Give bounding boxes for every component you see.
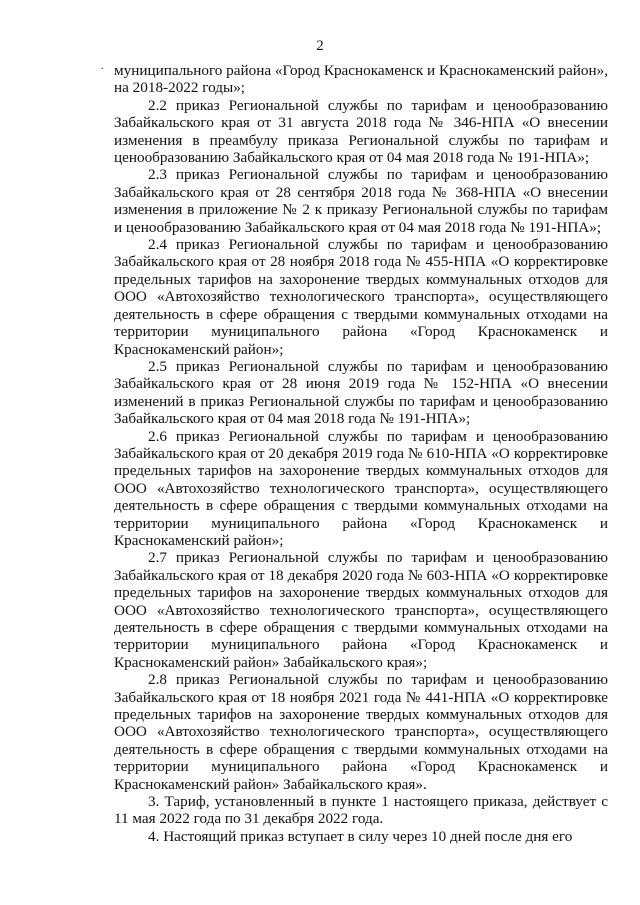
- document-body: [114, 62, 608, 845]
- paragraph-continuation: муниципального района «Город Краснокаменск и Краснокаменский район», на 2018-2022 годы»;: [114, 62, 608, 97]
- paragraph-2-8: 2.8 приказ Региональной службы по тарифам и ценообразованию Забайкальского края от 18 ноября 2021 года № 441-НПА «О корректировке предельных тарифов на захоронение твердых коммунальных отходов для ООО «Автохозяйство технологического транспорта», осуществляющего деятельность в сфере обращения с твердыми коммунальных отходами на территории муниципального района «Город Краснокаменск и Краснокаменский район» Забайкальского края».: [114, 671, 608, 793]
- page-number: 2: [316, 38, 324, 54]
- paragraph-2-7: 2.7 приказ Региональной службы по тарифам и ценообразованию Забайкальского края от 18 декабря 2020 года № 603-НПА «О корректировке предельных тарифов на захоронение твердых коммунальных отходов для ООО «Автохозяйство технологического транспорта», осуществляющего деятельность в сфере обращения с твердыми коммунальных отходами на территории муниципального района «Город Краснокаменск и Краснокаменский район» Забайкальского края»;: [114, 549, 608, 671]
- scan-mark: .: [101, 61, 104, 72]
- paragraph-3: 3. Тариф, установленный в пункте 1 настоящего приказа, действует с 11 мая 2022 года по 31 декабря 2022 года.: [114, 793, 608, 828]
- paragraph-2-4: 2.4 приказ Региональной службы по тарифам и ценообразованию Забайкальского края от 28 ноября 2018 года № 455-НПА «О корректировке предельных тарифов на захоронение твердых коммунальных отходов для ООО «Автохозяйство технологического транспорта», осуществляющего деятельность в сфере обращения с твердыми коммунальных отходами на территории муниципального района «Город Краснокаменск и Краснокаменский район»;: [114, 236, 608, 358]
- paragraph-2-3: 2.3 приказ Региональной службы по тарифам и ценообразованию Забайкальского края от 28 сентября 2018 года № 368-НПА «О внесении изменения в приложение № 2 к приказу Региональной службы по тарифам и ценообразованию Забайкальского края от 04 мая 2018 года № 191-НПА»;: [114, 166, 608, 236]
- paragraph-2-2: 2.2 приказ Региональной службы по тарифам и ценообразованию Забайкальского края от 31 августа 2018 года № 346-НПА «О внесении изменения в преамбулу приказа Региональной службы по тарифам и ценообразованию Забайкальского края от 04 мая 2018 года № 191-НПА»;: [114, 96, 608, 167]
- paragraph-4: 4. Настоящий приказ вступает в силу через 10 дней после дня его: [148, 827, 573, 845]
- paragraph-2-6: 2.6 приказ Региональной службы по тарифам и ценообразованию Забайкальского края от 20 декабря 2019 года № 610-НПА «О корректировке предельных тарифов на захоронение твердых коммунальных отходов для ООО «Автохозяйство технологического транспорта», осуществляющего деятельность в сфере обращения с твердыми коммунальных отходами на территории муниципального района «Город Краснокаменск и Краснокаменский район»;: [114, 427, 608, 549]
- paragraph-2-5: 2.5 приказ Региональной службы по тарифам и ценообразованию Забайкальского края от 28 июня 2019 года № 152-НПА «О внесении изменений в приказ Региональной службы по тарифам и ценообразованию Забайкальского края от 04 мая 2018 года № 191-НПА»;: [114, 357, 608, 428]
